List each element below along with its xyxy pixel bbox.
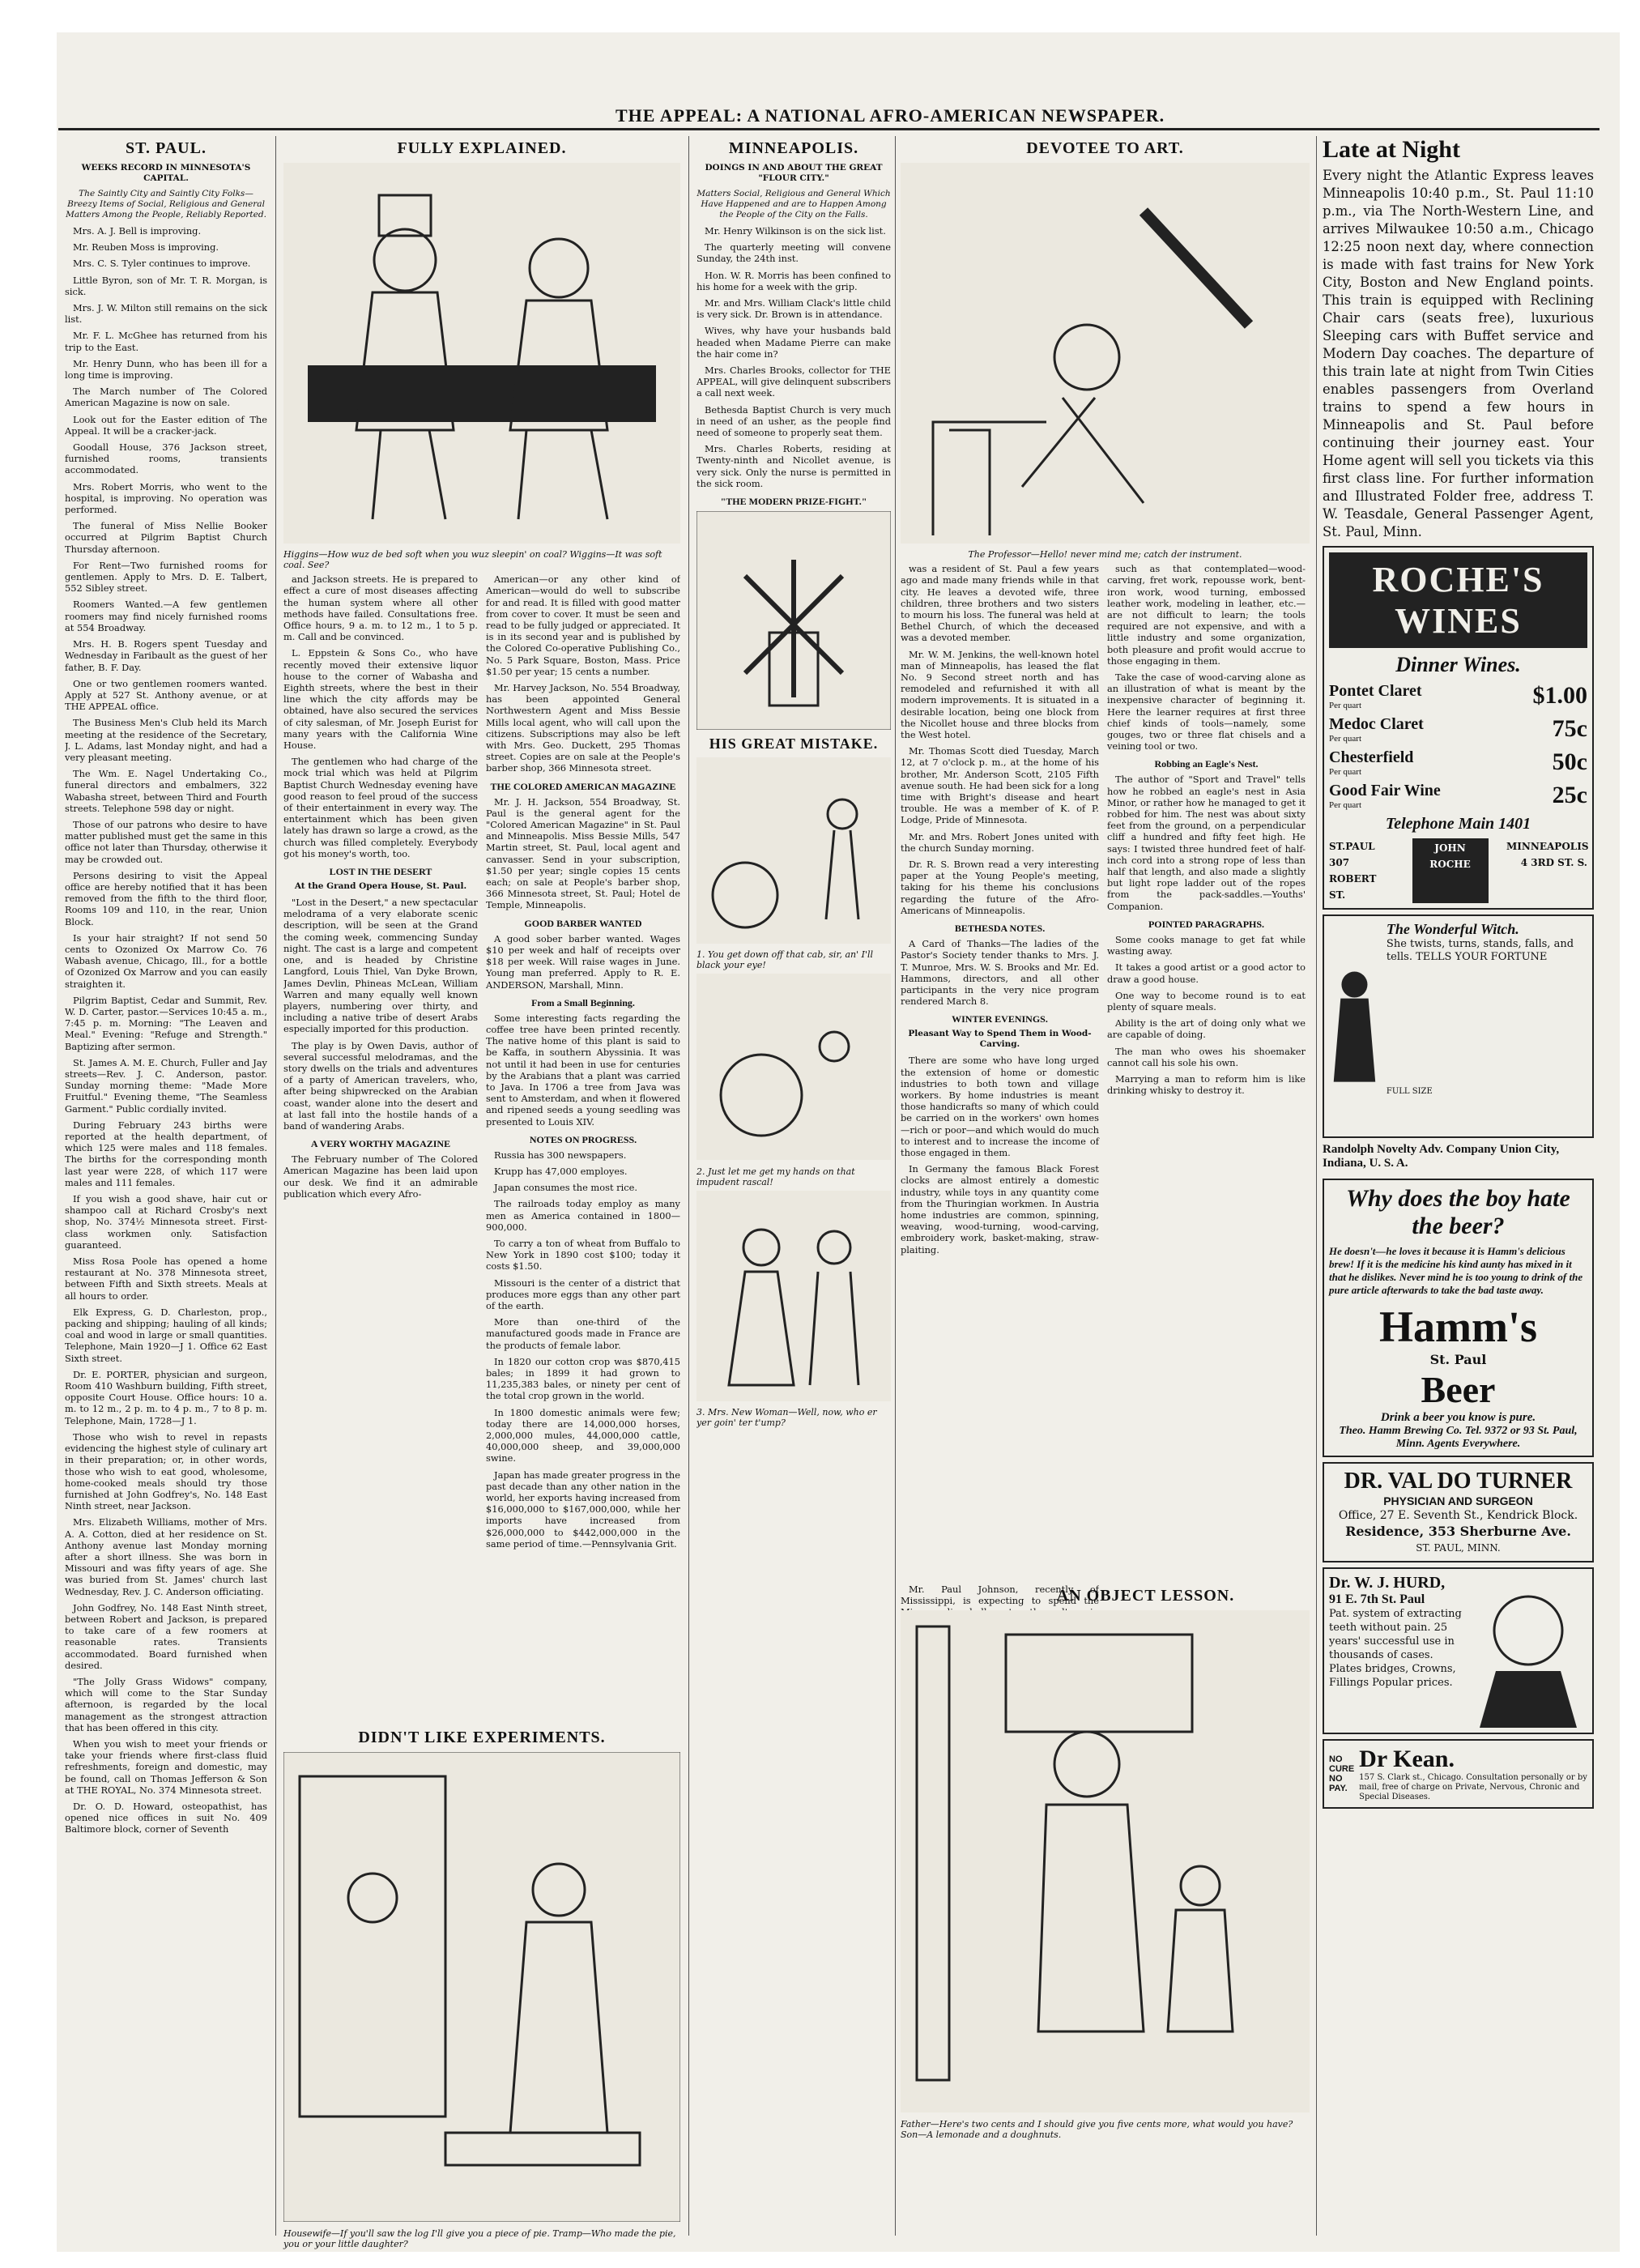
wine-unit: Per quart bbox=[1329, 767, 1362, 777]
coffee-text: Some interesting facts regarding the coffee tree have been printed recently. The native home of this plant is said to be Kaffa, in southern Abyssinia. It was not until it had been in use for centuries by the Arabians that a plant was carried to Java. In 1706 a tree from Java was sent to Amsterdam, and when it flowered and ripened seeds a young seedling was presented to Louis XIV. bbox=[486, 1012, 680, 1128]
cartoon-title: HIS GREAT MISTAKE. bbox=[709, 735, 879, 752]
paragraph: such as that contemplated—wood-carving, fret work, repousse work, bent-iron work, wood turning, embossed leather work, modeling in leather, etc.—are not difficult to learn; the tools required are not expensive, and with a little industry and some organization, both pleasure and profit would accrue to those engaging in them. bbox=[1107, 563, 1306, 667]
paragraph: The railroads today employ as many men as America contained in 1800—900,000. bbox=[486, 1198, 680, 1233]
paragraph: The play is by Owen Davis, author of several successful melodramas, and the story dwells on the trials and adventures of a party of American travelers, who, after being shipwrecked on the Arabian coast, wander alone into the desert and at last fall into the hostile hands of a band of wandering Arabs. bbox=[283, 1039, 478, 1132]
paragraph: Goodall House, 376 Jackson street, furnished rooms, transients accommodated. bbox=[65, 441, 267, 476]
masthead: THE APPEAL: A NATIONAL AFRO-AMERICAN NEWSPAPER. bbox=[616, 105, 1165, 126]
paragraph: The March number of The Colored American Magazine is now on sale. bbox=[65, 386, 267, 409]
wine-price: $1.00 bbox=[1532, 682, 1587, 709]
paragraph: There are some who have long urged the extension of home or domestic industries to both town and village workers. By home industries is meant those handicrafts so many of which could be carried on in the workers' own homes—rich or poor—and which would do much to interest and to increase the income of those engaged in them. bbox=[901, 1055, 1099, 1158]
page-margin bbox=[1622, 0, 1640, 2268]
deck: The Saintly City and Saintly City Folks—Breezy Items of Social, Religious and General Matters Among the People, Reliably Reported. bbox=[66, 189, 266, 220]
heading-winter: WINTER EVENINGS. bbox=[952, 1013, 1048, 1025]
hamms-beer: Beer bbox=[1421, 1369, 1496, 1410]
wine-row bbox=[1329, 748, 1587, 777]
subhead-winter: Pleasant Way to Spend Them in Wood-Carving. bbox=[908, 1029, 1092, 1050]
paragraph: Mrs. Charles Brooks, collector for THE APPEAL, will give delinquent subscribers a call next week. bbox=[696, 364, 891, 399]
hamms-tag: Drink a beer you know is pure. bbox=[1380, 1411, 1536, 1424]
heading-bethesda: BETHESDA NOTES. bbox=[954, 923, 1046, 935]
magazine-text: Mr. J. H. Jackson, 554 Broadway, St. Paul is the general agent for the "Colored American Magazine" in St. Paul and Minneapolis. Miss Bessie Mills, 547 Martin street, St. Paul, local agent and canvasser. Send in your subscription, $1.50 per year; single copies 15 cents each; on sale at People's barber shop, 366 Minnesota street, St. Paul; Hotel de Temple, Minneapolis. bbox=[486, 795, 680, 911]
wine-row bbox=[1329, 682, 1587, 710]
kean-left: NO CURE NO PAY. bbox=[1329, 1754, 1355, 1793]
cartoon-title: DEVOTEE TO ART. bbox=[1026, 139, 1184, 157]
article-body bbox=[65, 225, 267, 1835]
barber-text: A good sober barber wanted. Wages $10 per week and half of receipts over $18 per week. Will raise wages in June. Young man preferred. Apply to R. E. ANDERSON, Marshall, Minn. bbox=[486, 932, 680, 991]
wine-price: 25c bbox=[1552, 782, 1587, 808]
paragraph: Mr. W. M. Jenkins, the well-known hotel man of Minneapolis, has leased the flat No. 9 Second street north and has remodeled and refurnished it with all modern improvements. It is situated in a desirable location, being one block from the Nicollet house and three blocks from the West hotel. bbox=[901, 648, 1099, 741]
paragraph: Some cooks manage to get fat while wasting away. bbox=[1107, 933, 1306, 957]
ad-roches-wines bbox=[1323, 546, 1594, 910]
paragraph: During February 243 births were reported at the health department, of which 125 were males and 118 females. The births for the corresponding month last year were 228, of which 117 were males and 111 females. bbox=[65, 1119, 267, 1188]
cartoon-title: DIDN'T LIKE EXPERIMENTS. bbox=[358, 1729, 606, 1746]
paragraph: Mr. Harvey Jackson, No. 554 Broadway, has been appointed General Northwestern Agent and Miss Bessie Mills local agent, who will call upon the citizens. Subscriptions may also be left with Mrs. Geo. Duckett, 295 Thomas street. Copies are on sale at the People's barber shop, 366 Minnesota street. bbox=[486, 682, 680, 774]
subhead: DOINGS IN AND ABOUT THE GREAT "FLOUR CITY." bbox=[705, 163, 883, 183]
cartoon-title: AN OBJECT LESSON. bbox=[1056, 1587, 1235, 1605]
paragraph: More than one-third of the manufactured goods made in France are the products of female labor. bbox=[486, 1316, 680, 1351]
witch-text: She twists, turns, stands, falls, and tells. TELLS YOUR FORTUNE bbox=[1386, 938, 1574, 963]
paragraph: "Lost in the Desert," a new spectacular melodrama of a very elaborate scenic description, will be seen at the Grand the coming week, commencing Sunday night. The cast is a large and competent one, and is headed by Christine Langford, Louis Thiel, Van Dyke Brown, James Devlin, Phineas McLean, William Warren and many equally well known players, numbering over thirty, and including a native tribe of desert Arabs especially imported for this production. bbox=[283, 897, 478, 1035]
ad-kean bbox=[1323, 1739, 1594, 1809]
paragraph: Those of our patrons who desire to have matter published must get the same in this office not later than Thursday, otherwise it may be crowded out. bbox=[65, 818, 267, 865]
wine-name: Good Fair Wine bbox=[1329, 782, 1441, 799]
dentist-portrait-icon bbox=[1472, 1574, 1585, 1728]
subcolumn-c bbox=[901, 563, 1099, 1260]
wine-name: Pontet Claret bbox=[1329, 682, 1422, 700]
paragraph: To carry a ton of wheat from Buffalo to New York in 1890 cost $100; today it costs $1.50. bbox=[486, 1237, 680, 1273]
cartoon-caption: Housewife—If you'll saw the log I'll give you a piece of pie. Tramp—Who made the pie, you or your little daughter? bbox=[283, 2228, 676, 2249]
paragraph: When you wish to meet your friends or take your friends where first-class fluid refreshments, foreign and domestic, may be found, call on Thomas Jefferson & Son at THE ROYAL, No. 374 Minnesota street. bbox=[65, 1737, 267, 1796]
subcolumn-b bbox=[486, 573, 680, 1554]
ad-late-at-night-title: Late at Night bbox=[1323, 136, 1460, 163]
cartoon-mistake-3 bbox=[696, 1191, 891, 1401]
deck: Matters Social, Religious and General Which Have Happened and are to Happen Among the People of the City on the Falls. bbox=[696, 189, 891, 220]
paragraph: Krupp has 47,000 employes. bbox=[494, 1165, 628, 1177]
ad-hurd bbox=[1323, 1567, 1594, 1734]
hurd-addr: 91 E. 7th St. Paul bbox=[1329, 1592, 1425, 1606]
subcolumn-a bbox=[283, 573, 478, 1554]
paragraph: Mr. Paul Johnson, recently of Mississippi, is expecting to spend the bbox=[901, 1584, 1099, 1607]
column-minneapolis bbox=[696, 136, 891, 2210]
paragraph: L. Eppstein & Sons Co., who have recently moved their extensive liquor house to the corner of Wabasha and Eighth streets, where the best in their line which the city affords may be obtained, have also secured the services of city salesman, of Mr. Joseph Eurist for many years with the California Wine House. bbox=[283, 647, 478, 752]
paragraph: In 1820 our cotton crop was $870,415 bales; in 1899 it had grown to 11,235,383 bales, or ninety per cent of the total crop grown in the world. bbox=[486, 1355, 680, 1402]
randolph: Randolph Novelty Adv. Company Union City, Indiana, U. S. A. bbox=[1323, 1143, 1560, 1170]
cartoon-experiments-block bbox=[283, 1725, 680, 2253]
paragraph: Mr. Reuben Moss is improving. bbox=[73, 241, 219, 254]
bethesda-text: A Card of Thanks—The ladies of the Pastor's Society tender thanks to Mrs. J. T. Munroe, Mrs. W. S. Brooks and Mr. Ed. Hammons, directors, and all other participants in the very nice program rendered March 8. bbox=[901, 938, 1099, 1008]
hamms-sub: St. Paul bbox=[1429, 1352, 1487, 1367]
section-title: ST. PAUL. bbox=[126, 139, 207, 157]
hurd-title: Dr. W. J. HURD, bbox=[1329, 1574, 1446, 1592]
object-lesson-block bbox=[901, 1584, 1310, 2143]
paragraph: Mr. and Mrs. William Clack's little child is very sick. Dr. Brown is in attendance. bbox=[696, 297, 891, 321]
cartoon-mistake-1 bbox=[696, 757, 891, 944]
paragraph: Missouri is the center of a district that produces more eggs than any other part of the earth. bbox=[486, 1277, 680, 1311]
roche-logo: JOHN ROCHE bbox=[1412, 838, 1489, 903]
caption-1: 1. You get down off that cab, sir, an' I'll black your eye! bbox=[696, 949, 874, 971]
ad-late-at-night-text: Every night the Atlantic Express leaves Minneapolis 10:40 p.m., St. Paul 11:10 p.m., via The North-Western Line, and arrives Milwaukee 10:50 a.m., Chicago 12:25 noon next day, where connection is made with fast trains for New York City, Boston and New England points. This train is equipped with Reclining Chair cars (seats free), luxurious Sleeping cars with Buffet service and Modern Day coaches. The departure of this train late at night from Twin Cities enables passengers from Overland trains to spend a few hours in Minneapolis and St. Paul before continuing their journey east. Your Home agent will sell you tickets via this first class line. For further information and Illustrated Folder free, address T. W. Teasdale, General Passenger Agent, St. Paul, Minn. bbox=[1323, 168, 1594, 539]
paragraph: Ability is the art of doing only what we are capable of doing. bbox=[1107, 1017, 1306, 1041]
cartoon-prize-fight bbox=[696, 511, 891, 730]
heading-magazine: THE COLORED AMERICAN MAGAZINE bbox=[490, 780, 676, 792]
paragraph: Dr. R. S. Brown read a very interesting paper at the Young People's meeting, taking for his theme his conclusions regarding the future of the Afro-Americans of Minneapolis. bbox=[901, 859, 1099, 916]
turner-addr: Office, 27 E. Seventh St., Kendrick Block. bbox=[1338, 1509, 1578, 1522]
column-rule bbox=[688, 136, 689, 2236]
paragraph: Marrying a man to reform him is like drinking whisky to destroy it. bbox=[1107, 1072, 1306, 1097]
paragraph: In Germany the famous Black Forest clocks are almost entirely a domestic industry, while toys in any quantity come from the Thuringian workmen. In Austria home industries are common, spinning, weaving, wood-turning, wood-carving, embroidery work, basket-making, straw-plaiting. bbox=[901, 1163, 1099, 1256]
paragraph: Mrs. A. J. Bell is improving. bbox=[73, 225, 202, 237]
paragraph: Hon. W. R. Morris has been confined to his home for a week with the grip. bbox=[696, 269, 891, 292]
wine-price: 75c bbox=[1552, 715, 1587, 742]
dinner-wines: Dinner Wines. bbox=[1395, 653, 1521, 676]
ad-turner bbox=[1323, 1462, 1594, 1562]
cartoon-devotee-to-art bbox=[901, 163, 1310, 544]
paragraph: Japan has made greater progress in the past decade than any other nation in the world, her exports having increased from $16,000,000 to $167,000,000, while her imports have increased from $26,000,000 to $442,000,000 in the same period of time.—Pennsylvania Grit. bbox=[486, 1469, 680, 1550]
paragraph: Those who wish to revel in repasts evidencing the highest style of culinary art in their preparation; or, in other words, those who wish to eat good, wholesome, home-cooked meals should try those furnished at John Godfrey's, No. 148 East Ninth street, near Jackson. bbox=[65, 1430, 267, 1512]
wine-name: Medoc Claret bbox=[1329, 715, 1424, 733]
turner-res: Residence, 353 Sherburne Ave. bbox=[1345, 1524, 1571, 1539]
paragraph: Pilgrim Baptist, Cedar and Summit, Rev. W. D. Carter, pastor.—Services 10:45 a. m., 7:45 p. m. Morning: "The Leaven and Meal." Evening: "Refuge and Strength." Baptizing after sermon. bbox=[65, 994, 267, 1052]
kean-title: Dr Kean. bbox=[1359, 1746, 1455, 1772]
paragraph: Mr. Henry Wilkinson is on the sick list. bbox=[705, 225, 886, 237]
paragraph: Dr. O. D. Howard, osteopathist, has opened nice offices in suit No. 409 Baltimore block, corner of Seventh bbox=[65, 1800, 267, 1835]
section-title: MINNEAPOLIS. bbox=[728, 139, 859, 157]
heading-coffee: From a Small Beginning. bbox=[531, 996, 635, 1008]
column-st-paul bbox=[65, 136, 267, 2210]
hamms-co: Theo. Hamm Brewing Co. Tel. 9372 or 93 St. Paul, Minn. Agents Everywhere. bbox=[1339, 1425, 1578, 1450]
paragraph: and Jackson streets. He is prepared to effect a cure of most diseases affecting the human system where all other methods have failed. Consultations free. Office hours, 9 a. m. to 12 m., 1 to 5 p. m. Call and be convinced. bbox=[283, 573, 478, 643]
paragraph: Mr. F. L. McGhee has returned from his trip to the East. bbox=[65, 330, 267, 353]
paragraph: Japan consumes the most rice. bbox=[494, 1182, 637, 1194]
paragraph: Take the case of wood-carving alone as an illustration of what is meant by the inexpensive character of beginning it. Here the learner requires at first three chief kinds of tools—namely, some gouges, two or three flat chisels and a veining tool or two. bbox=[1107, 671, 1306, 752]
ad-hamms bbox=[1323, 1179, 1594, 1457]
caption-3: 3. Mrs. New Woman—Well, now, who er yer goin' ter t'ump? bbox=[696, 1406, 877, 1428]
turner-sub: PHYSICIAN AND SURGEON bbox=[1383, 1494, 1533, 1507]
eagle-text: The author of "Sport and Travel" tells how he robbed an eagle's nest in Asia Minor, or rather how he managed to get it robbed for him. The nest was about sixty feet from the ground, on a perpendicular cliff a hundred and fifty feet high. He says: I twisted three hundred feet of half-inch cord into a strong rope of less than half that length, and also made a slightly but light rope ladder out of the ropes from the pack-saddles.—Youths' Companion. bbox=[1107, 774, 1306, 912]
heading-barber: GOOD BARBER WANTED bbox=[524, 917, 642, 929]
roche-title: ROCHE'S WINES bbox=[1329, 552, 1587, 648]
column-rule bbox=[1316, 136, 1317, 2236]
paragraph: Miss Rosa Poole has opened a home restaurant at No. 378 Minnesota street, between Fifth and Sixth streets. Meals at all hours to order. bbox=[65, 1256, 267, 1302]
wine-unit: Per quart bbox=[1329, 734, 1362, 744]
roche-left: ST.PAUL 307 ROBERT ST. bbox=[1329, 841, 1377, 901]
wine-price: 50c bbox=[1552, 748, 1587, 775]
paragraph: Roomers Wanted.—A few gentlemen roomers may find nicely furnished rooms at 554 Broadway. bbox=[65, 599, 267, 633]
cartoon-object-lesson bbox=[901, 1610, 1310, 2112]
cartoon-didnt-like-experiments bbox=[283, 1752, 680, 2222]
heading-lost: LOST IN THE DESERT bbox=[329, 866, 432, 878]
cartoon-fully-explained bbox=[283, 163, 680, 544]
paragraph: The quarterly meeting will convene Sunday, the 24th inst. bbox=[696, 241, 891, 265]
paragraph: Mr. and Mrs. Robert Jones united with the church Sunday morning. bbox=[901, 830, 1099, 854]
cartoon-mistake-2 bbox=[696, 974, 891, 1160]
paragraph: The funeral of Miss Nellie Booker occurred at Pilgrim Baptist Church Thursday afternoon. bbox=[65, 520, 267, 555]
paragraph: It takes a good artist or a good actor to draw a good house. bbox=[1107, 961, 1306, 985]
subcolumn-d bbox=[1107, 563, 1306, 1260]
subhead: WEEKS RECORD IN MINNESOTA'S CAPITAL. bbox=[81, 163, 251, 183]
heading-progress: NOTES ON PROGRESS. bbox=[529, 1133, 637, 1145]
column-rule bbox=[895, 136, 896, 2236]
column-ads bbox=[1323, 136, 1594, 2226]
paragraph: Mrs. C. S. Tyler continues to improve. bbox=[73, 258, 251, 270]
turner-title: DR. VAL DO TURNER bbox=[1344, 1469, 1573, 1494]
paragraph: Russia has 300 newspapers. bbox=[494, 1149, 627, 1161]
column-rule bbox=[275, 136, 276, 2236]
paragraph: was a resident of St. Paul a few years ago and made many friends while in that city. He leaves a devoted wife, three children, three brothers and two sisters to mourn his loss. The funeral was held at Bethel Church, of which the deceased was a devoted member. bbox=[901, 563, 1099, 644]
paragraph: Mrs. J. W. Milton still remains on the sick list. bbox=[65, 302, 267, 326]
hamms-text: He doesn't—he loves it because it is Hamm's delicious brew! If it is the medicine his kind aunty has mixed in it that he dislikes. Never mind he is too young to drink of the pure article afterwards to take the bad taste away. bbox=[1329, 1245, 1583, 1296]
witch-size: FULL SIZE bbox=[1386, 1087, 1433, 1096]
kean-text: 157 S. Clark st., Chicago. Consultation personally or by mail, free of charge on Private, Nervous, Chronic and Special Diseases. bbox=[1359, 1773, 1587, 1801]
cartoon-caption: Higgins—How wuz de bed soft when you wuz sleepin' on coal? Wiggins—It was soft coal. See? bbox=[283, 549, 662, 571]
heading-eagle: Robbing an Eagle's Nest. bbox=[1154, 758, 1259, 770]
paragraph: If you wish a good shave, hair cut or shampoo call at Richard Crosby's next shop, No. 374½ Minnesota street. First-class workmen only. Satisfaction guaranteed. bbox=[65, 1193, 267, 1251]
hamms-question: Why does the boy hate the beer? bbox=[1346, 1185, 1570, 1239]
paragraph: Dr. E. PORTER, physician and surgeon, Room 410 Washburn building, Fifth street, opposite Court House. Office hours: 10 a. m. to 12 m., 2 p. m. to 4 p. m., 7 to 8 p. m. Telephone, Main, 1728—J 1. bbox=[65, 1368, 267, 1426]
cartoon-title: "THE MODERN PRIZE-FIGHT." bbox=[720, 496, 867, 508]
subhead-lost: At the Grand Opera House, St. Paul. bbox=[294, 881, 467, 892]
roche-right: MINNEAPOLIS 4 3RD ST. S. bbox=[1506, 841, 1589, 868]
paragraph: Persons desiring to visit the Appeal office are hereby notified that it has been removed from the fifth to the third floor, Rooms 109 and 110, in the rear, Union Block. bbox=[65, 869, 267, 927]
paragraph: Is your hair straight? If not send 50 cents to Ozonized Ox Marrow Co. 76 Wabash avenue, Chicago, Ill., for a bottle of Ozonized Ox Marrow and you can easily straighten it. bbox=[65, 932, 267, 990]
heading-worthy: A VERY WORTHY MAGAZINE bbox=[310, 1138, 451, 1150]
paragraph: The gentlemen who had charge of the mock trial which was held at Pilgrim Baptist Church Wednesday evening have good reason to feel proud of the success of their entertainment in every way. The entertainment which has been given lately has drawn so large a crowd, as the church was filled completely. Everybody got his money's worth, too. bbox=[283, 756, 478, 859]
paragraph: Bethesda Baptist Church is very much in need of an usher, as the people find need of someone to properly seat them. bbox=[696, 403, 891, 439]
caption-2: 2. Just let me get my hands on that impudent rascal! bbox=[696, 1166, 855, 1187]
paragraph: The Business Men's Club held its March meeting at the residence of the Secretary, J. L. Adams, last Monday night, and had a very pleasant meeting. bbox=[65, 717, 267, 763]
cartoon-caption: The Professor—Hello! never mind me; catch der instrument. bbox=[968, 549, 1242, 561]
worthy-text: The February number of The Colored American Magazine has been laid upon our desk. We find it an admirable publication which every Afro- bbox=[283, 1153, 478, 1200]
turner-city: ST. PAUL, MINN. bbox=[1416, 1542, 1501, 1554]
paragraph: Mr. Thomas Scott died Tuesday, March 12, at 7 o'clock p. m., at the home of his brother, Mr. Anderson Scott, 2105 Fifth avenue south. He had been sick for a long time with Bright's disease and heart trouble. He was a member of K. of P. Lodge, Pride of Minnesota. bbox=[901, 745, 1099, 826]
cartoon-caption: Father—Here's two cents and I should give you five cents more, what would you have? Son—A lemonade and a doughnuts. bbox=[901, 2119, 1293, 2140]
ad-witch bbox=[1323, 914, 1594, 1138]
wine-row bbox=[1329, 715, 1587, 744]
paragraph: The Wm. E. Nagel Undertaking Co., funeral directors and embalmers, 322 Wabasha street, between Third and Fourth streets. Telephone 598 day or night. bbox=[65, 768, 267, 814]
paragraph: Wives, why have your husbands bald headed when Madame Pierre can make the hair come in? bbox=[696, 325, 891, 360]
paragraph: One or two gentlemen roomers wanted. Apply at 527 St. Anthony avenue, or at THE APPEAL office. bbox=[65, 677, 267, 713]
witch-figure-icon bbox=[1329, 921, 1380, 1132]
masthead-rule bbox=[58, 128, 1600, 130]
wine-row bbox=[1329, 782, 1587, 810]
wine-unit: Per quart bbox=[1329, 701, 1362, 710]
paragraph: John Godfrey, No. 148 East Ninth street, between Robert and Jackson, is prepared to take care of a few roomers at reasonable rates. Transients accommodated. Board furnished when desired. bbox=[65, 1601, 267, 1671]
hamms-brand: Hamm's bbox=[1379, 1302, 1537, 1351]
paragraph: Look out for the Easter edition of The Appeal. It will be a cracker-jack. bbox=[65, 413, 267, 437]
paragraph: Mrs. Elizabeth Williams, mother of Mrs. A. A. Cotton, died at her residence on St. Anthony avenue last Monday morning after a short illness. She was born in Missouri and was fifty years of age. She was buried from St. James' church last Wednesday, Rev. J. C. Anderson officiating. bbox=[65, 1516, 267, 1597]
paragraph: For Rent—Two furnished rooms for gentlemen. Apply to Mrs. D. E. Talbert, 552 Sibley street. bbox=[65, 559, 267, 595]
cartoon-title: FULLY EXPLAINED. bbox=[397, 139, 567, 157]
paragraph: Elk Express, G. D. Charleston, prop., packing and shipping; hauling of all kinds; coal and wood in large or small quantities. Telephone, Main 1920—J 1. Office 62 East Sixth street. bbox=[65, 1306, 267, 1364]
paragraph: The man who owes his shoemaker cannot call his sole his own. bbox=[1107, 1045, 1306, 1068]
telephone: Telephone Main 1401 bbox=[1385, 815, 1531, 833]
witch-title: The Wonderful Witch. bbox=[1386, 921, 1519, 937]
paragraph: Little Byron, son of Mr. T. R. Morgan, is sick. bbox=[65, 274, 267, 297]
paragraph: In 1800 domestic animals were few; today there are 14,000,000 horses, 2,000,000 mules, 44,000,000 cattle, 40,000,000 sheep, and 39,000,000 swine. bbox=[486, 1406, 680, 1464]
paragraph: St. James A. M. E. Church, Fuller and Jay streets—Rev. J. C. Anderson, pastor. Sunday morning theme: "Made More Fruitful." Evening theme, "The Seamless Garment." Public cordially invited. bbox=[65, 1056, 267, 1115]
wine-unit: Per quart bbox=[1329, 800, 1362, 810]
paragraph: Mr. Henry Dunn, who has been ill for a long time is improving. bbox=[65, 357, 267, 382]
paragraph: Mrs. H. B. Rogers spent Tuesday and Wednesday in Faribault as the guest of her father, B. F. Day. bbox=[65, 638, 267, 673]
paragraph: Mrs. Robert Morris, who went to the hospital, is improving. No operation was performed. bbox=[65, 480, 267, 516]
paragraph: Mrs. Charles Roberts, residing at Twenty-ninth and Nicollet avenue, is very sick. Only the nurse is permitted in the sick room. bbox=[696, 443, 891, 489]
hurd-text: Pat. system of extracting teeth without pain. 25 years' successful use in thousands of cases. Plates bridges, Crowns, Fillings Popular prices. bbox=[1329, 1608, 1462, 1689]
paragraph: American—or any other kind of American—would do well to subscribe for and read. It is filled with good matter from cover to cover. It must be seen and read to be fully judged or appreciated. It is in its second year and is published by the Colored Co-operative Publishing Co., No. 5 Park Square, Boston, Mass. Price $1.50 per year; 15 cents a number. bbox=[486, 573, 680, 677]
heading-pointed: POINTED PARAGRAPHS. bbox=[1148, 918, 1265, 930]
paragraph: One way to become round is to eat plenty of square meals. bbox=[1107, 989, 1306, 1013]
wine-name: Chesterfield bbox=[1329, 748, 1414, 766]
paragraph: "The Jolly Grass Widows" company, which will come to the Star Sunday afternoon, is regarded by the local management as the strongest attraction that has been offered in this city. bbox=[65, 1675, 267, 1733]
